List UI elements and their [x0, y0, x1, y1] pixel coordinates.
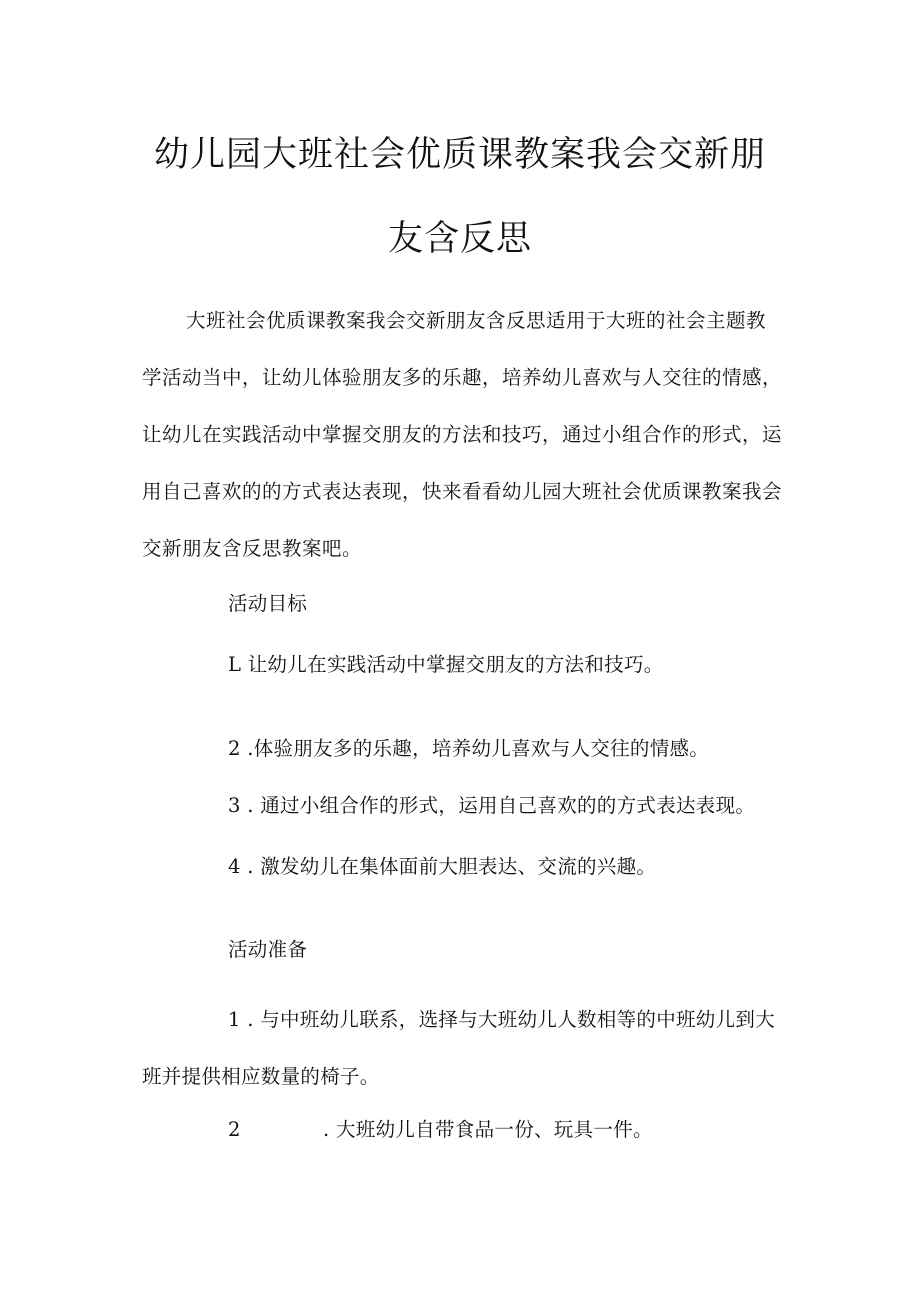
- prep-item-1: 1 . 与中班幼儿联系，选择与大班幼儿人数相等的中班幼儿到大班并提供相应数量的椅子。: [142, 1008, 776, 1088]
- intro-paragraph: 大班社会优质课教案我会交新朋友含反思适用于大班的社会主题教学活动当中，让幼儿体验朋友多的乐趣，培养幼儿喜欢与人交往的情感，让幼儿在实践活动中掌握交朋友的方法和技巧，通过小组合作的形式，运用自己喜欢的的方式表达表现，快来看看幼儿园大班社会优质课教案我会交新朋友含反思教案吧。: [142, 309, 783, 560]
- prep-item-2-number: 2: [228, 1118, 241, 1141]
- document-title-line-1: 幼儿园大班社会优质课教案我会交新朋: [153, 135, 766, 175]
- goal-item-2: 2 .体验朋友多的乐趣，培养幼儿喜欢与人交往的情感。: [228, 737, 710, 760]
- goal-item-1: L 让幼儿在实践活动中掌握交朋友的方法和技巧。: [228, 653, 664, 676]
- document-title-line-2: 友含反思: [387, 219, 532, 259]
- prep-item-2: [228, 1115, 653, 1145]
- section-heading-preparation: 活动准备: [228, 938, 308, 961]
- goal-item-3: 3 . 通过小组合作的形式，运用自己喜欢的的方式表达表现。: [228, 794, 756, 817]
- section-heading-goals: 活动目标: [228, 592, 308, 615]
- prep-item-2-text: . 大班幼儿自带食品一份、玩具一件。: [323, 1118, 653, 1141]
- goal-item-4: 4 . 激发幼儿在集体面前大胆表达、交流的兴趣。: [228, 855, 657, 878]
